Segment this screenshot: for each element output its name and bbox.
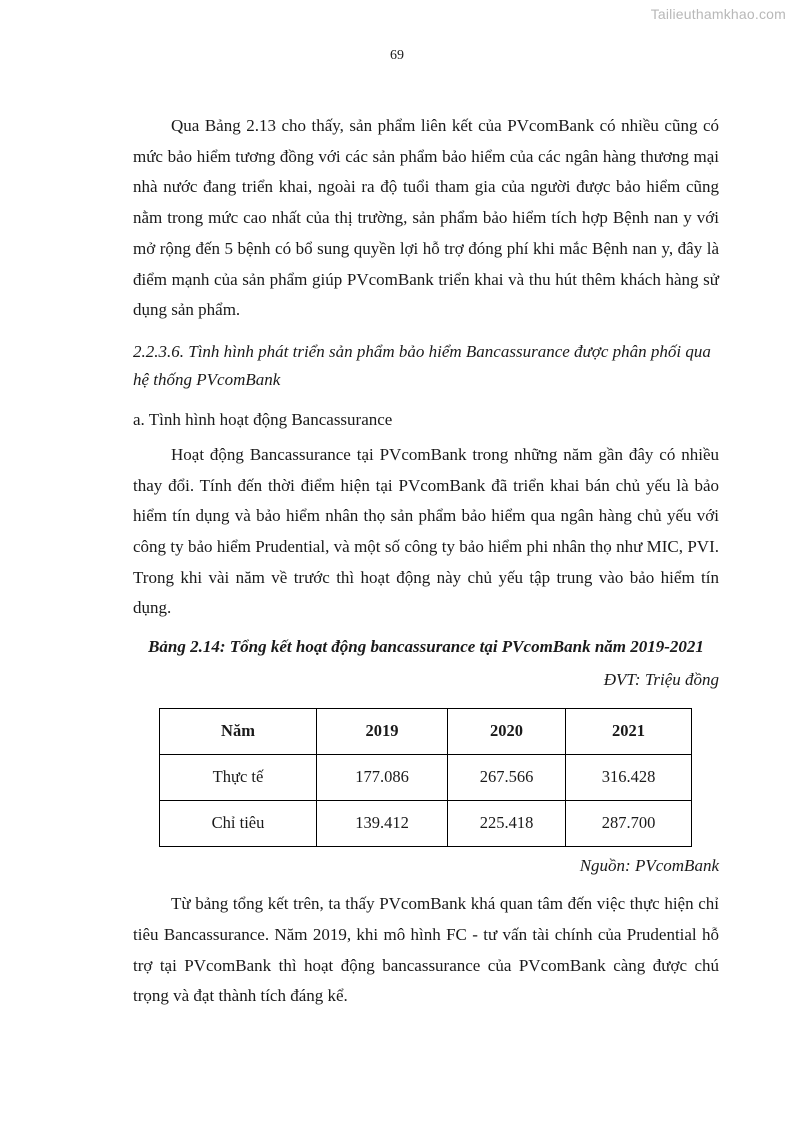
subsection-heading: a. Tình hình hoạt động Bancassurance bbox=[133, 409, 393, 429]
section-heading: 2.2.3.6. Tình hình phát triển sản phẩm bảo hiểm Bancassurance được phân phối qua hệ thống PVcomBank bbox=[133, 341, 711, 389]
table-source-note: Nguồn: PVcomBank bbox=[579, 855, 719, 875]
table-header-cell: 2021 bbox=[566, 708, 692, 754]
table-header-cell: Năm bbox=[160, 708, 317, 754]
table-cell: 267.566 bbox=[448, 754, 566, 800]
table-cell: 316.428 bbox=[566, 754, 692, 800]
table-header-cell: 2019 bbox=[317, 708, 448, 754]
table-cell: 139.412 bbox=[317, 800, 448, 846]
table-cell: 287.700 bbox=[566, 800, 692, 846]
table-row-label: Thực tế bbox=[160, 754, 317, 800]
document-body bbox=[133, 111, 719, 1012]
table-cell: 177.086 bbox=[317, 754, 448, 800]
table-row-label: Chỉ tiêu bbox=[160, 800, 317, 846]
page-number: 69 bbox=[390, 48, 404, 63]
table-header-cell: 2020 bbox=[448, 708, 566, 754]
table-row bbox=[160, 754, 692, 800]
table-row bbox=[160, 800, 692, 846]
table-cell: 225.418 bbox=[448, 800, 566, 846]
paragraph-bancassurance-activity: Hoạt động Bancassurance tại PVcomBank trong những năm gần đây có nhiều thay đổi. Tính đến thời điểm hiện tại PVcomBank đã triển khai bán chủ yếu là bảo hiểm tín dụng và bảo hiểm nhân thọ sản phẩm bảo hiểm qua ngân hàng chủ yếu với công ty bảo hiểm Prudential, và một số công ty bảo hiểm phi nhân thọ như MIC, PVI. Trong khi vài năm về trước thì hoạt động này chủ yếu tập trung vào bảo hiểm tín dụng. bbox=[133, 444, 719, 618]
watermark: Tailieuthamkhao.com bbox=[650, 6, 786, 22]
paragraph-intro: Qua Bảng 2.13 cho thấy, sản phẩm liên kết của PVcomBank có nhiều cũng có mức bảo hiểm tương đồng với các sản phẩm bảo hiểm của các ngân hàng thương mại nhà nước đang triển khai, ngoài ra độ tuổi tham gia của người được bảo hiểm cũng nằm trong mức cao nhất của thị trường, sản phẩm bảo hiểm tích hợp Bệnh nan y với mở rộng đến 5 bệnh có bổ sung quyền lợi hỗ trợ đóng phí khi mắc Bệnh nan y, đây là điểm mạnh của sản phẩm giúp PVcomBank triển khai và thu hút thêm khách hàng sử dụng sản phẩm. bbox=[133, 116, 719, 320]
paragraph-conclusion: Từ bảng tổng kết trên, ta thấy PVcomBank khá quan tâm đến việc thực hiện chỉ tiêu Bancassurance. Năm 2019, khi mô hình FC - tư vấn tài chính của Prudential hỗ trợ tại PVcomBank thì hoạt động bancassurance của PVcomBank càng được chú trọng và đạt thành tích đáng kể. bbox=[133, 894, 719, 1006]
table-caption: Bảng 2.14: Tổng kết hoạt động bancassurance tại PVcomBank năm 2019-2021 bbox=[148, 637, 704, 657]
table-unit-note: ĐVT: Triệu đồng bbox=[603, 669, 719, 689]
bancassurance-summary-table bbox=[159, 708, 692, 847]
table-header-row bbox=[160, 708, 692, 754]
